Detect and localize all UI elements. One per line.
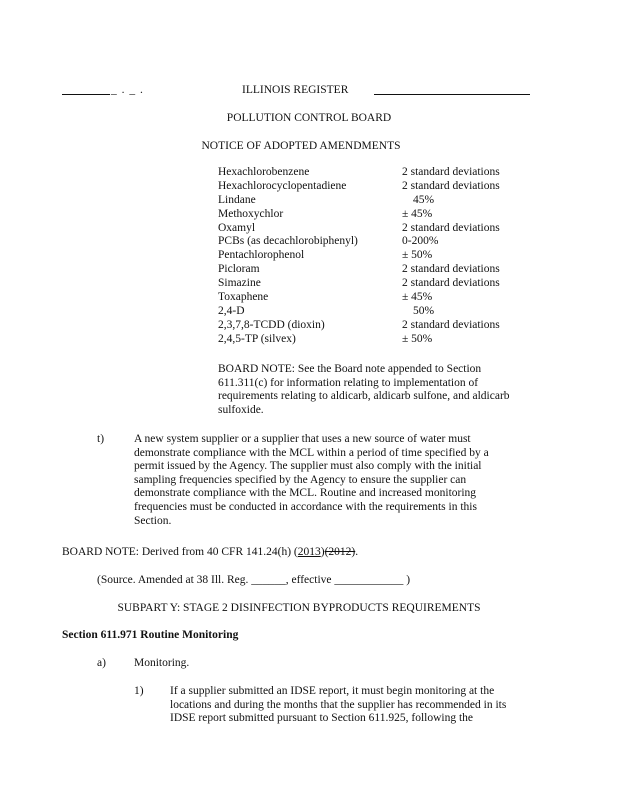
- acceptance-limit: 2 standard deviations: [402, 166, 500, 178]
- board-note-line: sulfoxide.: [218, 403, 264, 416]
- item-1-line: IDSE report submitted pursuant to Section 611.925, following the: [170, 712, 474, 725]
- acceptance-limit: 45%: [413, 193, 435, 206]
- section-heading: [62, 629, 238, 643]
- acceptance-limit: 2 standard deviations: [402, 179, 500, 192]
- acceptance-limits-table: [218, 166, 518, 347]
- acceptance-limit: ± 45%: [402, 291, 433, 304]
- acceptance-limit: ± 50%: [402, 332, 433, 345]
- header-left-blank-tail: _ . _ .: [111, 84, 144, 96]
- contaminant-name: Picloram: [218, 263, 260, 276]
- board-note-derived-middle: ): [320, 546, 325, 558]
- table-row: [218, 249, 518, 263]
- contaminant-name: Hexachlorobenzene: [218, 166, 310, 178]
- item-t-line: frequencies must be conducted in accordance with the requirements in this: [134, 500, 477, 513]
- header-right-blank: [374, 94, 530, 95]
- item-1-marker: 1): [134, 685, 144, 697]
- acceptance-limit: 2 standard deviations: [402, 263, 500, 276]
- board-note-line: BOARD NOTE: See the Board note appended to Section: [218, 363, 482, 375]
- board-note-aldicarb: [218, 363, 538, 417]
- inserted-text: 2013: [297, 546, 321, 558]
- contaminant-name: 2,4-D: [218, 304, 245, 317]
- table-row: [218, 180, 518, 194]
- item-t-marker: t): [97, 433, 105, 445]
- item-1-text: [170, 685, 530, 726]
- acceptance-limit: 2 standard deviations: [402, 221, 500, 234]
- item-t-line: Section.: [134, 514, 172, 527]
- contaminant-name: Pentachlorophenol: [218, 249, 305, 262]
- table-row: [218, 263, 518, 277]
- section-heading-text: Section 611.971 Routine Monitoring: [62, 629, 239, 641]
- acceptance-limit: ± 45%: [402, 207, 433, 220]
- contaminant-name: PCBs (as decachlorobiphenyl): [218, 235, 358, 248]
- item-t-line: demonstrate compliance with the MCL. Routine and increased monitoring: [134, 487, 477, 500]
- table-row: [218, 222, 518, 236]
- acceptance-limit: 0-200%: [402, 235, 439, 248]
- board-note-line: 611.311(c) for information relating to implementation of: [218, 376, 479, 389]
- table-row: [218, 235, 518, 249]
- table-row: [218, 194, 518, 208]
- table-row: [218, 166, 518, 180]
- item-t-line: sampling frequencies specified by the Agency to ensure the supplier can: [134, 473, 467, 486]
- acceptance-limit: 50%: [413, 304, 435, 317]
- table-row: [218, 277, 518, 291]
- header-left-blank: [62, 94, 110, 95]
- contaminant-name: Toxaphene: [218, 291, 269, 304]
- item-a-text: Monitoring.: [134, 657, 190, 669]
- table-row: [218, 333, 518, 347]
- acceptance-limit: ± 50%: [402, 249, 433, 262]
- table-row: [218, 291, 518, 305]
- table-row: [218, 319, 518, 333]
- subpart-heading: SUBPART Y: STAGE 2 DISINFECTION BYPRODUCTS REQUIREMENTS: [117, 602, 481, 614]
- notice-title: NOTICE OF ADOPTED AMENDMENTS: [201, 140, 401, 152]
- register-title: ILLINOIS REGISTER: [242, 84, 349, 96]
- source-line: (Source. Amended at 38 Ill. Reg. ______, effective ____________ ): [97, 574, 411, 586]
- contaminant-name: 2,3,7,8-TCDD (dioxin): [218, 318, 325, 331]
- board-note-derived-suffix: .: [355, 546, 359, 558]
- board-note-derived-prefix: BOARD NOTE: Derived from 40 CFR 141.24(h) (: [62, 546, 298, 558]
- board-note-line: requirements relating to aldicarb, aldicarb sulfone, and aldicarb: [218, 390, 510, 403]
- item-t-text: [134, 433, 514, 528]
- contaminant-name: Lindane: [218, 193, 256, 206]
- table-row: [218, 305, 518, 319]
- contaminant-name: Simazine: [218, 277, 261, 290]
- item-1-line: locations and during the months that the supplier has recommended in its: [170, 698, 507, 711]
- deleted-text: (2012): [324, 546, 356, 558]
- item-t-line: permit issued by the Agency. The supplier must also comply with the initial: [134, 460, 482, 473]
- contaminant-name: 2,4,5-TP (silvex): [218, 332, 296, 345]
- board-note-derived: [62, 546, 358, 560]
- item-a-marker: a): [97, 657, 106, 669]
- contaminant-name: Methoxychlor: [218, 207, 284, 220]
- contaminant-name: Oxamyl: [218, 221, 256, 234]
- item-t-line: demonstrate compliance with the MCL within a period of time specified by a: [134, 446, 489, 459]
- item-1-line: If a supplier submitted an IDSE report, it must begin monitoring at the: [170, 685, 495, 697]
- board-name: POLLUTION CONTROL BOARD: [226, 112, 392, 124]
- contaminant-name: Hexachlorocyclopentadiene: [218, 179, 347, 192]
- acceptance-limit: 2 standard deviations: [402, 318, 500, 331]
- table-row: [218, 208, 518, 222]
- item-t-line: A new system supplier or a supplier that uses a new source of water must: [134, 433, 471, 445]
- acceptance-limit: 2 standard deviations: [402, 277, 500, 290]
